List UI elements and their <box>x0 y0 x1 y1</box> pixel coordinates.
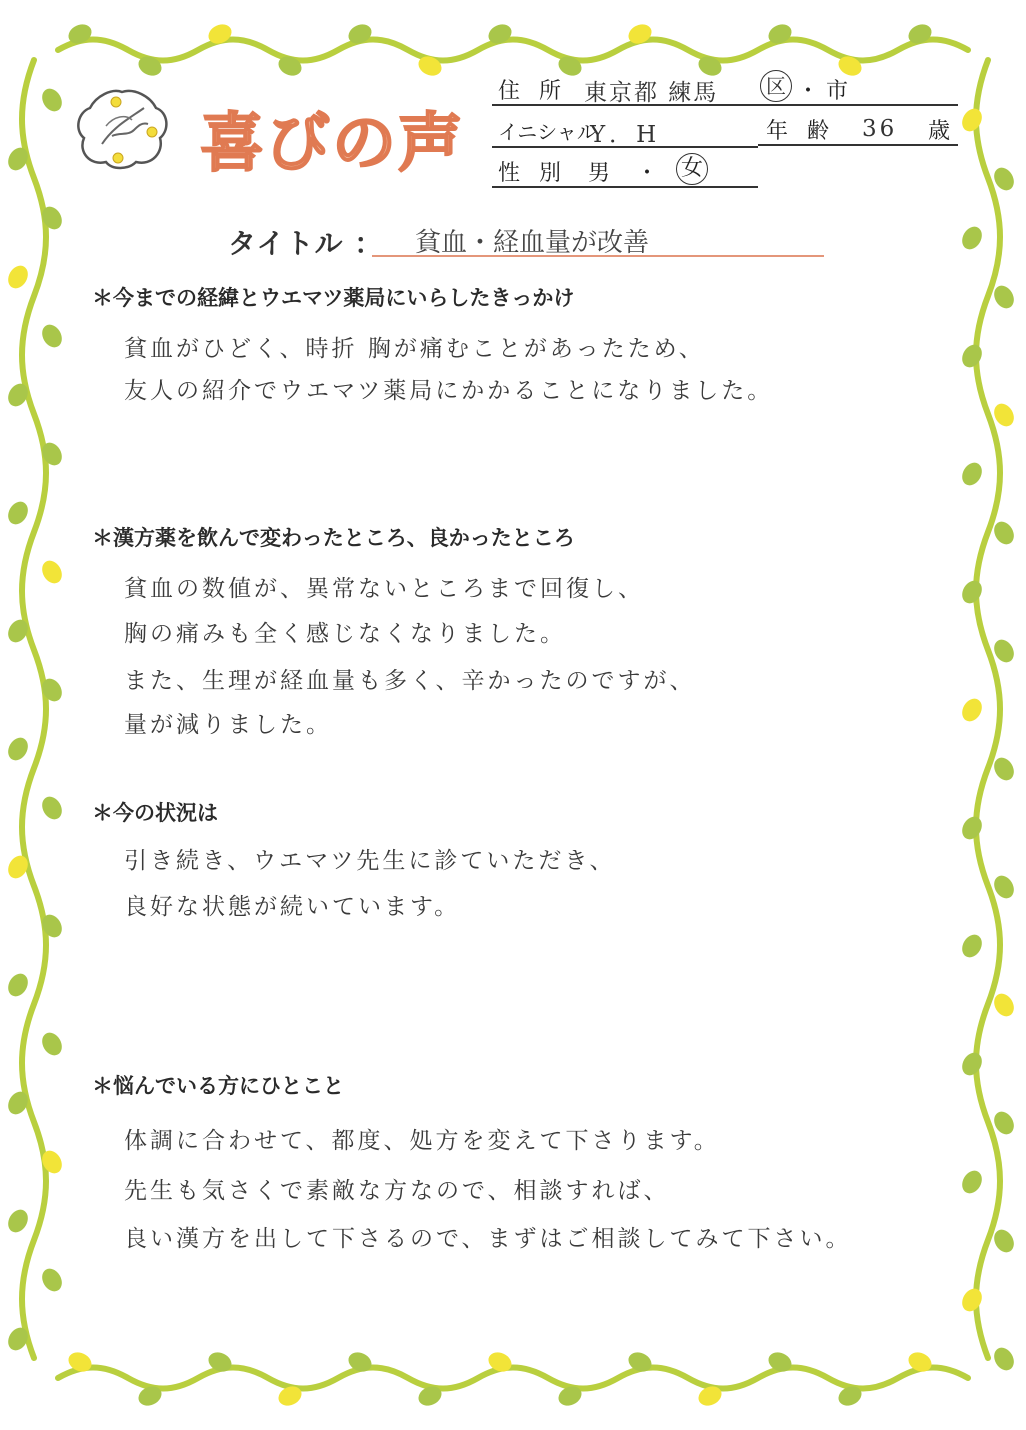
initial-underline <box>492 146 758 148</box>
leaf-shape <box>958 1049 986 1079</box>
answer-line: 先生も気さくで素敵な方なので、相談すれば、 <box>124 1178 670 1204</box>
section-question: ＊今の状況は <box>92 801 218 825</box>
section-question: ＊漢方薬を飲んで変わったところ、良かったところ <box>92 526 575 550</box>
berry-dot <box>958 105 986 135</box>
title-value: 貧血・経血量が改善 <box>415 228 650 258</box>
berry-dot <box>958 695 986 725</box>
title-label: タイトル ： <box>228 227 384 260</box>
answer-line: 良い漢方を出して下さるので、まずはご相談してみて下さい。 <box>124 1226 852 1252</box>
answer-line: 胸の痛みも全く感じなくなりました。 <box>124 621 566 647</box>
leaf-shape <box>958 459 986 489</box>
address-underline <box>492 104 958 106</box>
crane-crest-logo <box>72 86 172 170</box>
age-underline <box>758 144 958 146</box>
age-unit: 歳 <box>928 119 957 144</box>
leaf-shape <box>38 1029 66 1059</box>
answer-line: 友人の紹介でウエマツ薬局にかかることになりました。 <box>124 378 774 404</box>
leaf-shape <box>958 577 986 607</box>
section-question: ＊今までの経緯とウエマツ薬局にいらしたきっかけ <box>92 286 575 310</box>
berry-dot <box>4 262 32 292</box>
answer-line: 体調に合わせて、都度、処方を変えて下さります。 <box>124 1128 720 1154</box>
leaf-shape <box>990 1344 1018 1374</box>
leaf-shape <box>4 1206 32 1236</box>
address-label: 住 所 <box>498 79 567 104</box>
leaf-shape <box>958 341 986 371</box>
title-underline <box>372 255 824 257</box>
leaf-shape <box>38 793 66 823</box>
address-city: 市 <box>826 79 855 104</box>
age-value: 36 <box>862 116 898 142</box>
vine-stem <box>58 40 968 61</box>
answer-line: 貧血の数値が、異常ないところまで回復し、 <box>124 576 644 602</box>
leaf-shape <box>958 223 986 253</box>
leaf-shape <box>958 931 986 961</box>
leaf-shape <box>958 1167 986 1197</box>
address-ward-circled: 区 <box>760 70 792 102</box>
address-value: 東京都 練馬 <box>584 80 719 106</box>
leaf-shape <box>958 813 986 843</box>
leaf-shape <box>38 1265 66 1295</box>
gender-underline <box>492 186 758 188</box>
gender-label: 性 別 <box>498 161 567 186</box>
age-label: 年 齢 <box>766 119 835 144</box>
initial-label: イニシャル <box>498 120 597 144</box>
berry-dot <box>38 557 66 587</box>
vine-stem <box>58 1368 968 1389</box>
gender-female-circled: 女 <box>676 153 708 185</box>
answer-line: 貧血がひどく、時折 胸が痛むことがあったため、 <box>124 336 705 362</box>
answer-line: 良好な状態が続いています。 <box>124 894 461 920</box>
address-separator: ・ <box>797 79 820 104</box>
page-logo-title: 喜びの声 <box>200 107 464 181</box>
leaf-shape <box>4 734 32 764</box>
berry-dot <box>958 1285 986 1315</box>
answer-line: 引き続き、ウエマツ先生に診ていただき、 <box>124 848 616 874</box>
leaf-shape <box>4 970 32 1000</box>
leaf-shape <box>4 498 32 528</box>
vine-stem <box>22 60 46 1358</box>
leaf-shape <box>38 321 66 351</box>
leaf-shape <box>38 85 66 115</box>
section-question: ＊悩んでいる方にひとこと <box>92 1074 344 1098</box>
initial-value: Y．H <box>590 122 661 148</box>
answer-line: また、生理が経血量も多く、辛かったのですが、 <box>124 668 696 694</box>
gender-separator: ・ <box>636 161 659 186</box>
gender-male: 男 <box>588 161 617 186</box>
answer-line: 量が減りました。 <box>124 712 332 738</box>
